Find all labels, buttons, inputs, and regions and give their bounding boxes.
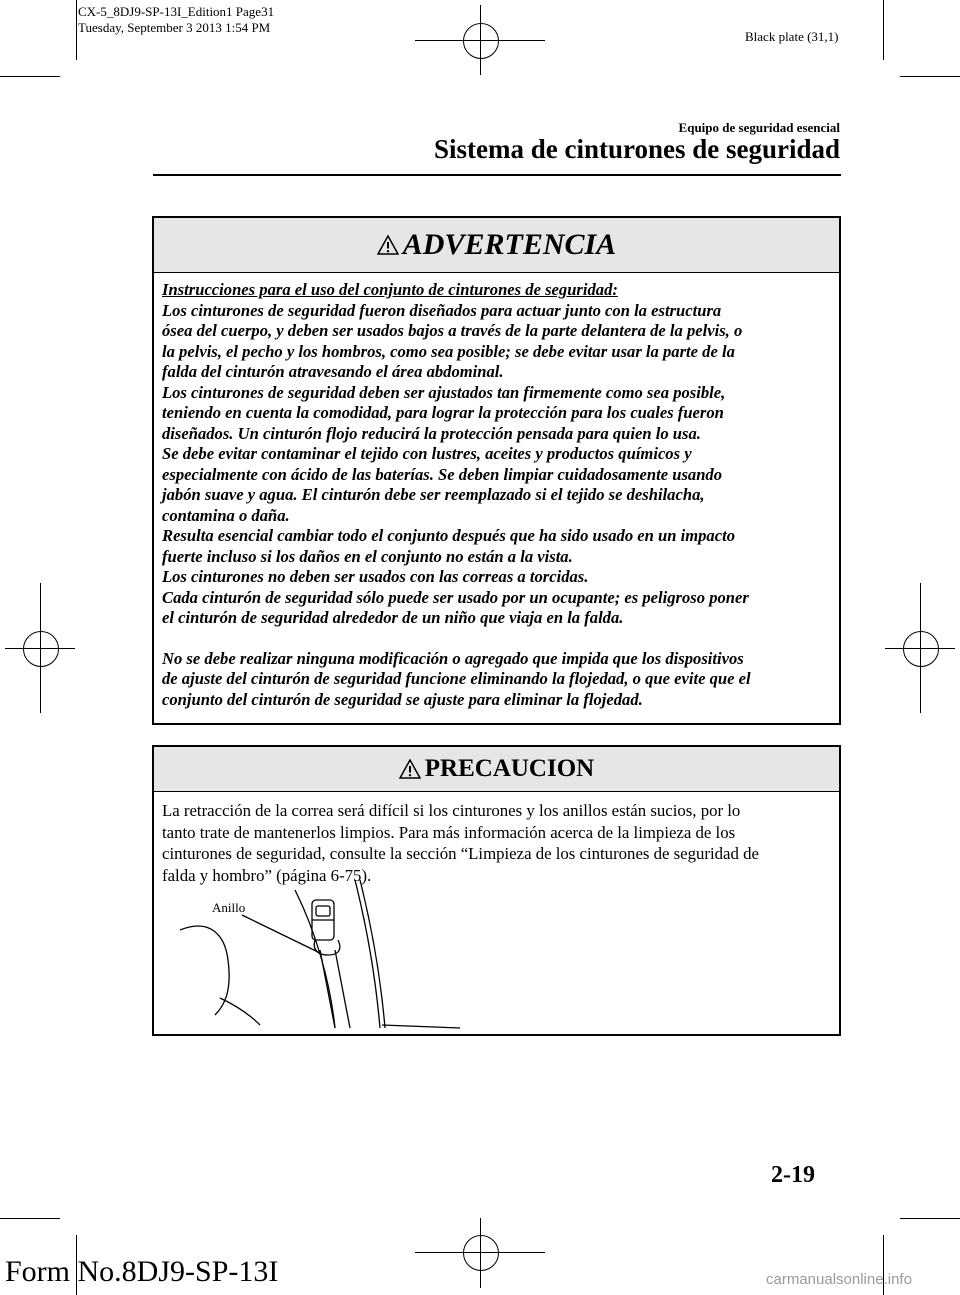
- crop-mark: [900, 76, 960, 77]
- form-number: Form No.8DJ9-SP-13I: [5, 1255, 279, 1288]
- warning-line: ósea del cuerpo, y deben ser usados bajos a través de la parte delantera de la pelvis, o: [162, 321, 743, 340]
- belt-strap: [335, 950, 350, 1028]
- warning-line: teniendo en cuenta la comodidad, para lograr la protección para los cuales fueron: [162, 403, 724, 422]
- pillar-edge: [355, 880, 380, 1028]
- crop-mark: [900, 1218, 960, 1219]
- belt-guide-slot: [316, 906, 330, 916]
- file-info: [78, 4, 274, 36]
- plate-label: Black plate (31,1): [745, 29, 839, 44]
- warning-line: Cada cinturón de seguridad sólo puede ser usado por un ocupante; es peligroso poner: [162, 587, 749, 607]
- file-name: CX-5_8DJ9-SP-13I_Edition1 Page31: [78, 4, 275, 19]
- warning-line: falda del cinturón atravesando el área abdominal.: [162, 362, 504, 381]
- pillar-edge: [295, 890, 335, 1028]
- warning-line: Resulta esencial cambiar todo el conjunto después que ha sido usado en un impacto: [162, 526, 735, 545]
- warning-line: Se debe evitar contaminar el tejido con lustres, aceites y productos químicos y: [162, 444, 692, 463]
- warning-heading: Instrucciones para el uso del conjunto de cinturones de seguridad:: [162, 280, 618, 299]
- warning-line: Los cinturones de seguridad fueron diseñados para actuar junto con la estructura: [162, 300, 722, 320]
- crop-mark: [76, 0, 77, 60]
- warning-line: No se debe realizar ninguna modificación o agregado que impida que los dispositivos: [162, 648, 744, 668]
- pillar-edge: [360, 880, 385, 1028]
- watermark: carmanualsonline.info: [766, 1271, 912, 1288]
- seat-edge: [220, 998, 260, 1025]
- crop-mark: [883, 0, 884, 60]
- warning-triangle-icon: [377, 235, 399, 255]
- section-label: Equipo de seguridad esencial: [678, 120, 840, 135]
- crop-mark: [0, 1218, 60, 1219]
- warning-line: jabón suave y agua. El cinturón debe ser reemplazado si el tejido se deshilacha,: [162, 485, 705, 504]
- warning-triangle-icon: [399, 759, 421, 779]
- warning-line: Los cinturones no deben ser usados con las correas a torcidas.: [162, 567, 589, 586]
- page-title: Sistema de cinturones de seguridad: [433, 134, 840, 164]
- warning-title: ADVERTENCIA: [402, 228, 617, 261]
- warning-header: [154, 218, 839, 273]
- callout-line: [242, 915, 318, 952]
- caution-line: La retracción de la correa será difícil si los cinturones y los anillos están sucios, por lo: [162, 801, 741, 820]
- caution-header: [154, 747, 839, 792]
- warning-line: fuerte incluso si los daños en el conjunto no están a la vista.: [162, 546, 573, 566]
- caution-line: falda y hombro” (página 6-75).: [162, 865, 372, 885]
- caution-line: tanto trate de mantenerlos limpios. Para más información acerca de la limpieza de los: [162, 822, 736, 842]
- caution-body: [154, 792, 839, 886]
- page-number: 2-19: [771, 1162, 815, 1188]
- warning-line: conjunto del cinturón de seguridad se ajuste para eliminar la flojedad.: [162, 689, 643, 709]
- anillo-label: Anillo: [212, 900, 246, 915]
- warning-body: [154, 273, 839, 710]
- crop-mark: [0, 76, 60, 77]
- warning-line: de ajuste del cinturón de seguridad funcione eliminando la flojedad, o que evite que el: [162, 669, 751, 688]
- seat-outline: [180, 926, 229, 1015]
- warning-line: diseñados. Un cinturón flojo reducirá la protección pensada para quien lo usa.: [162, 423, 701, 443]
- warning-line: contamina o daña.: [162, 505, 290, 525]
- belt-strap: [320, 950, 335, 1028]
- caution-line: cinturones de seguridad, consulte la sección “Limpieza de los cinturones de seguridad de: [162, 844, 759, 863]
- caution-title: PRECAUCION: [424, 755, 595, 782]
- warning-line: la pelvis, el pecho y los hombros, como sea posible; se debe evitar usar la parte de la: [162, 341, 735, 361]
- warning-line: Los cinturones de seguridad deben ser ajustados tan firmemente como sea posible,: [162, 382, 726, 402]
- file-date: Tuesday, September 3 2013 1:54 PM: [78, 20, 271, 35]
- warning-line: especialmente con ácido de las baterías. Se deben limpiar cuidadosamente usando: [162, 464, 723, 484]
- warning-line: el cinturón de seguridad alrededor de un niño que viaja en la falda.: [162, 608, 624, 627]
- header-rule: [153, 174, 841, 176]
- floor-line: [382, 1025, 460, 1028]
- warning-box: [152, 216, 841, 725]
